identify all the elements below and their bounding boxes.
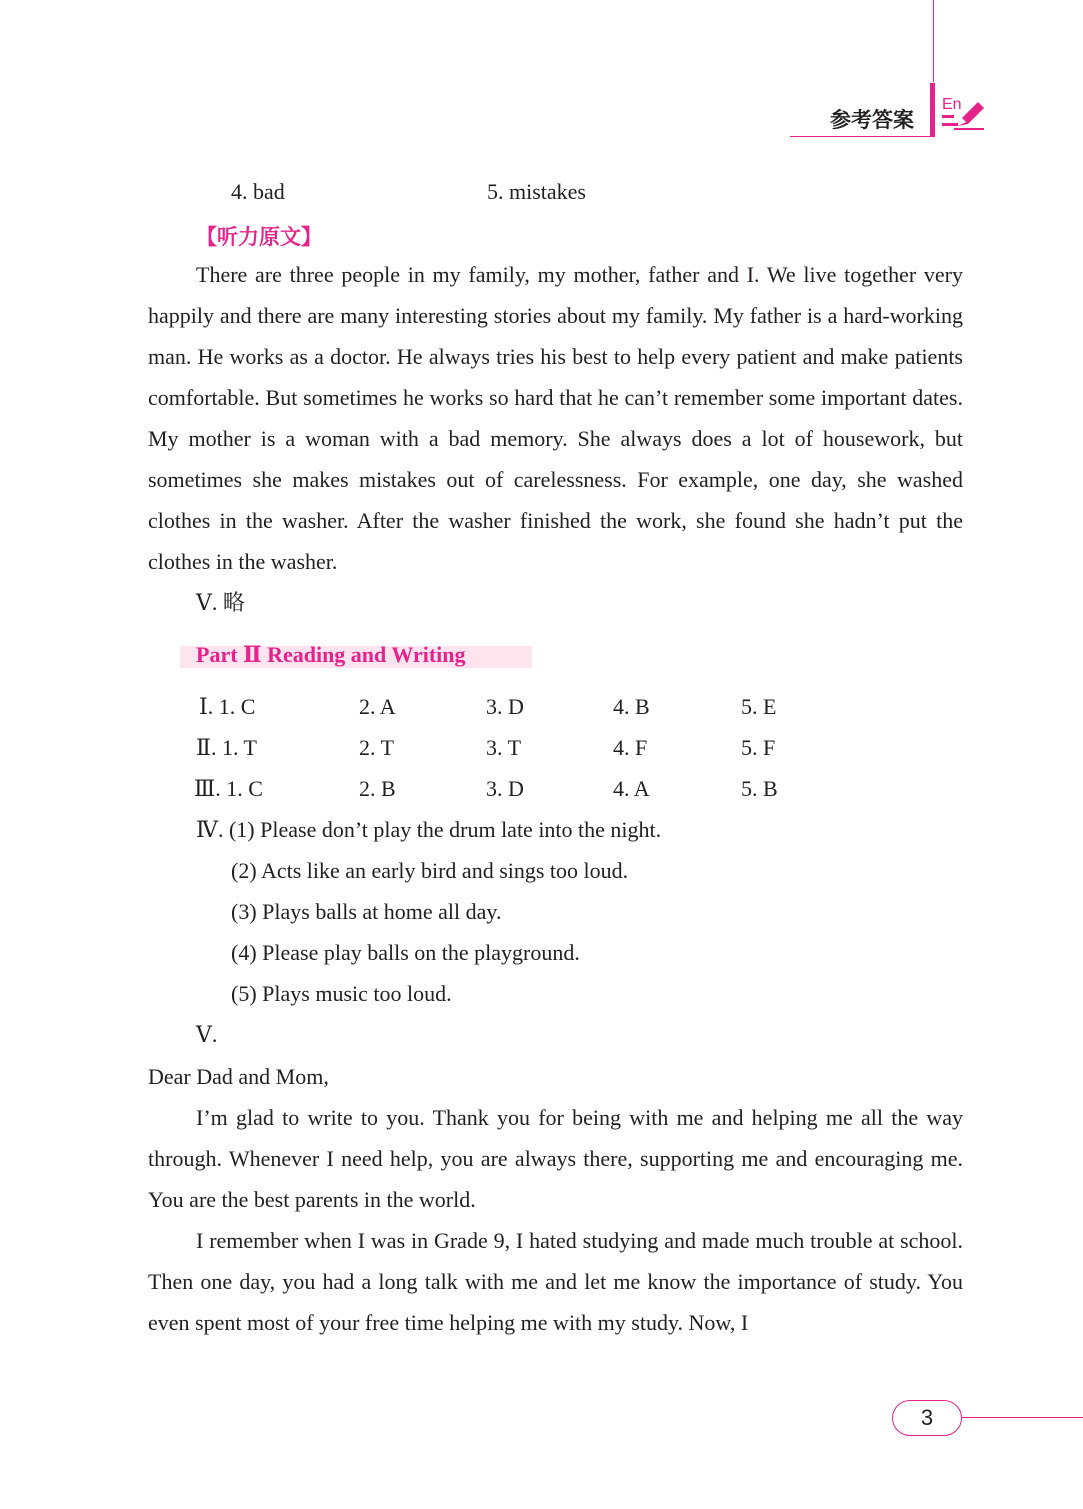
section-v-omitted: Ⅴ. 略 — [196, 590, 245, 615]
answer-row-1-col-4: 4. B — [613, 694, 650, 719]
answer-row-2-col-5: 5. F — [741, 735, 776, 760]
part-two-title: Part Ⅱ Reading and Writing — [196, 642, 466, 667]
section-v-label: Ⅴ. — [196, 1022, 218, 1047]
answer-row-2-col-1: Ⅱ. 1. T — [196, 735, 257, 760]
page-number: 3 — [892, 1400, 962, 1436]
answer-row-1-col-1: Ⅰ. 1. C — [199, 694, 256, 719]
section-iv-item-3: (3) Plays balls at home all day. — [231, 899, 502, 924]
letter-paragraph-2: I remember when I was in Grade 9, I hated studying and made much trouble at school. Then one day, you had a long talk with me and let me know the importance of study. You even spent most of your free time helping me with my study. Now, I — [148, 1228, 963, 1335]
header-vertical-line — [933, 0, 934, 82]
answer-4: 4. bad — [231, 179, 285, 204]
listening-text: There are three people in my family, my mother, father and I. We live together very happily and there are many interesting stories about my family. My father is a hard-working man. He works as a doctor. He always tries his best to help every patient and make patients comfortable. But sometimes he works so hard that he can’t remember some important dates. My mother is a woman with a bad memory. She always does a lot of housework, but sometimes she makes mistakes out of carelessness. For example, one day, she washed clothes in the washer. After the washer finished the work, she found she hadn’t put the clothes in the washer. — [148, 262, 963, 574]
answer-row-3-col-3: 3. D — [486, 776, 524, 801]
header-title: 参考答案 — [830, 108, 914, 132]
section-iv-item-4: (4) Please play balls on the playground. — [231, 940, 580, 965]
answer-row-1-col-5: 5. E — [741, 694, 777, 719]
answer-5: 5. mistakes — [487, 179, 586, 204]
section-iv-item-2: (2) Acts like an early bird and sings too loud. — [231, 858, 629, 883]
letter-paragraph-1: I’m glad to write to you. Thank you for being with me and helping me all the way through. Whenever I need help, you are always there, supporting me and encouraging me. You are the best parents in the world. — [148, 1105, 963, 1212]
answer-row-3-col-4: 4. A — [613, 776, 650, 801]
answer-row-1-col-3: 3. D — [486, 694, 524, 719]
header-accent-bar — [930, 83, 935, 137]
listening-heading: 【听力原文】 — [196, 225, 322, 249]
answer-row-2-col-2: 2. T — [359, 735, 395, 760]
footer-line — [962, 1417, 1083, 1418]
english-pencil-icon — [940, 92, 988, 132]
letter-greeting: Dear Dad and Mom, — [148, 1064, 329, 1089]
answer-row-3-col-2: 2. B — [359, 776, 396, 801]
section-iv-item-1: Ⅳ. (1) Please don’t play the drum late into the night. — [196, 817, 662, 842]
answer-row-2-col-3: 3. T — [486, 735, 522, 760]
answer-row-3-col-5: 5. B — [741, 776, 778, 801]
answer-row-3-col-1: Ⅲ. 1. C — [194, 776, 263, 801]
icon-en-text: En — [942, 96, 962, 113]
header-underline — [790, 136, 935, 137]
answer-row-2-col-4: 4. F — [613, 735, 648, 760]
section-iv-item-5: (5) Plays music too loud. — [231, 981, 452, 1006]
answer-row-1-col-2: 2. A — [359, 694, 396, 719]
